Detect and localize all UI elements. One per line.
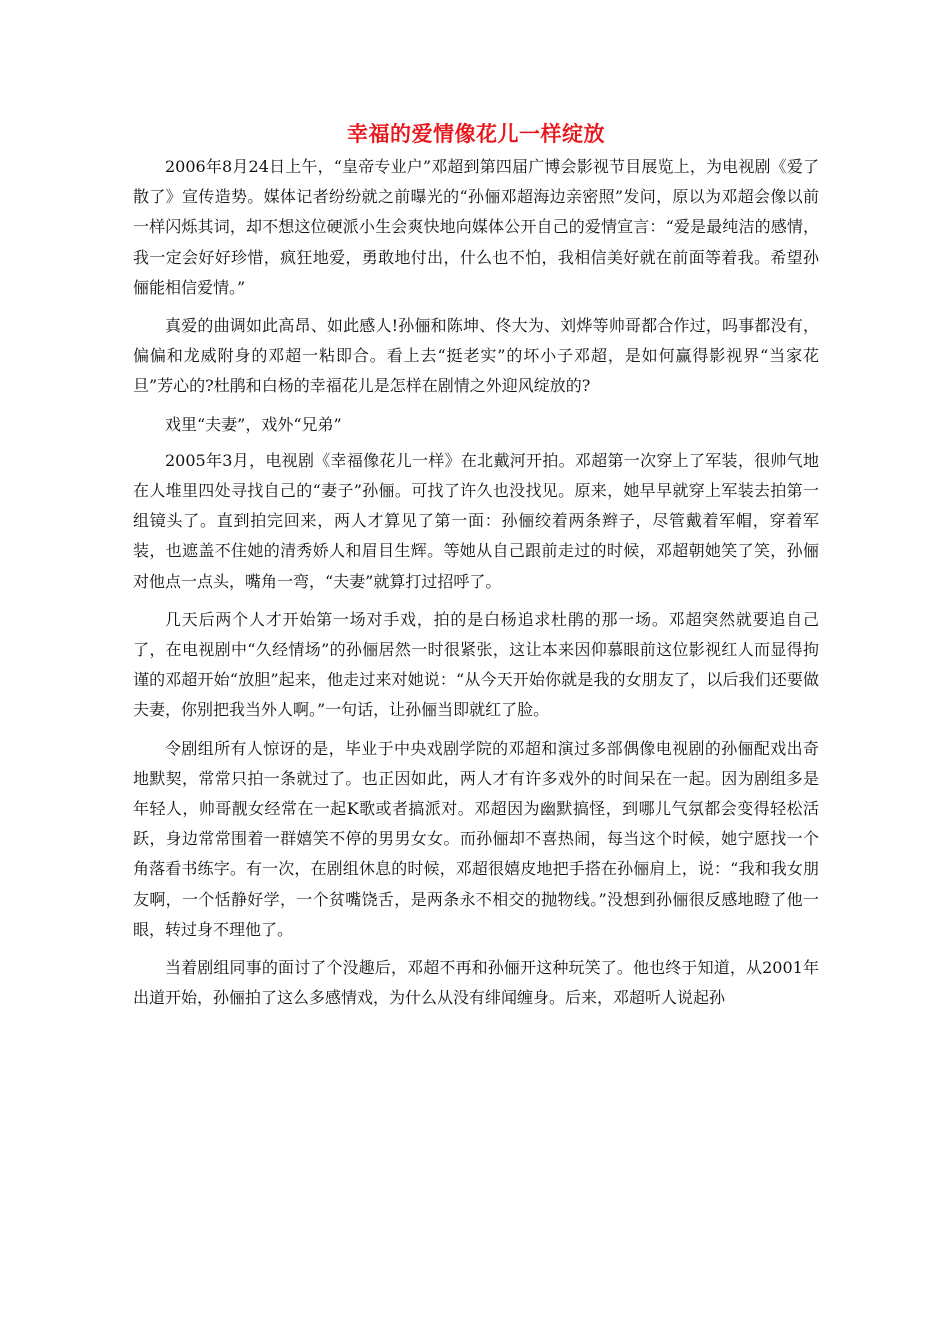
paragraph-2: 真爱的曲调如此高昂、如此感人!孙俪和陈坤、佟大为、刘烨等帅哥都合作过，吗事都没有，偏偏和龙威附身的邓超一粘即合。看上去“挺老实”的坏小子邓超，是如何赢得影视界“当家花旦”芳心的?杜鹃和白杨的幸福花儿是怎样在剧情之外迎风绽放的? [133, 316, 819, 396]
paragraph-6: 当着剧组同事的面讨了个没趣后，邓超不再和孙俪开这种玩笑了。他也终于知道，从2001年出道开始，孙俪拍了这么多感情戏，为什么从没有绯闻缠身。后来，邓超听人说起孙 [133, 958, 819, 1008]
section-heading: 戏里“夫妻”，戏外“兄弟” [165, 414, 342, 434]
paragraph-3: 2005年3月，电视剧《幸福像花儿一样》在北戴河开拍。邓超第一次穿上了军装，很帅气地在人堆里四处寻找自己的“妻子”孙俪。可找了许久也没找见。原来，她早早就穿上军装去拍第一组镜头了。直到拍完回来，两人才算见了第一面：孙俪绞着两条辫子，尽管戴着军帽，穿着军装，也遮盖不住她的清秀娇人和眉目生辉。等她从自己跟前走过的时候，邓超朝她笑了笑，孙俪对他点一点头，嘴角一弯，“夫妻”就算打过招呼了。 [133, 450, 819, 591]
document-title: 幸福的爱情像花儿一样绽放 [347, 121, 605, 146]
document-page [133, 118, 819, 1021]
paragraph-1: 2006年8月24日上午，“皇帝专业户”邓超到第四届广博会影视节目展览上，为电视剧《爱了散了》宣传造势。媒体记者纷纷就之前曝光的“孙俪邓超海边亲密照”发问，原以为邓超会像以前一样闪烁其词，却不想这位硬派小生会爽快地向媒体公开自己的爱情宣言：“爱是最纯洁的感情，我一定会好好珍惜，疯狂地爱，勇敢地付出，什么也不怕，我相信美好就在前面等着我。希望孙俪能相信爱情。” [133, 157, 819, 297]
paragraph-4: 几天后两个人才开始第一场对手戏，拍的是白杨追求杜鹃的那一场。邓超突然就要追自己了，在电视剧中“久经情场”的孙俪居然一时很紧张，这让本来因仰慕眼前这位影视红人而显得拘谨的邓超开始“放胆”起来，他走过来对她说：“从今天开始你就是我的女朋友了，以后我们还要做夫妻，你别把我当外人啊。”一句话，让孙俪当即就红了脸。 [133, 609, 819, 720]
paragraph-5: 令剧组所有人惊讶的是，毕业于中央戏剧学院的邓超和演过多部偶像电视剧的孙俪配戏出奇地默契，常常只拍一条就过了。也正因如此，两人才有许多戏外的时间呆在一起。因为剧组多是年轻人，帅哥靓女经常在一起K歌或者搞派对。邓超因为幽默搞怪，到哪儿气氛都会变得轻松活跃，身边常常围着一群嬉笑不停的男男女女。而孙俪却不喜热闹，每当这个时候，她宁愿找一个角落看书练字。有一次，在剧组休息的时候，邓超很嬉皮地把手搭在孙俪肩上，说：“我和我女朋友啊，一个恬静好学，一个贫嘴饶舌，是两条永不相交的抛物线。”没想到孙俪很反感地瞪了他一眼，转过身不理他了。 [133, 738, 819, 939]
